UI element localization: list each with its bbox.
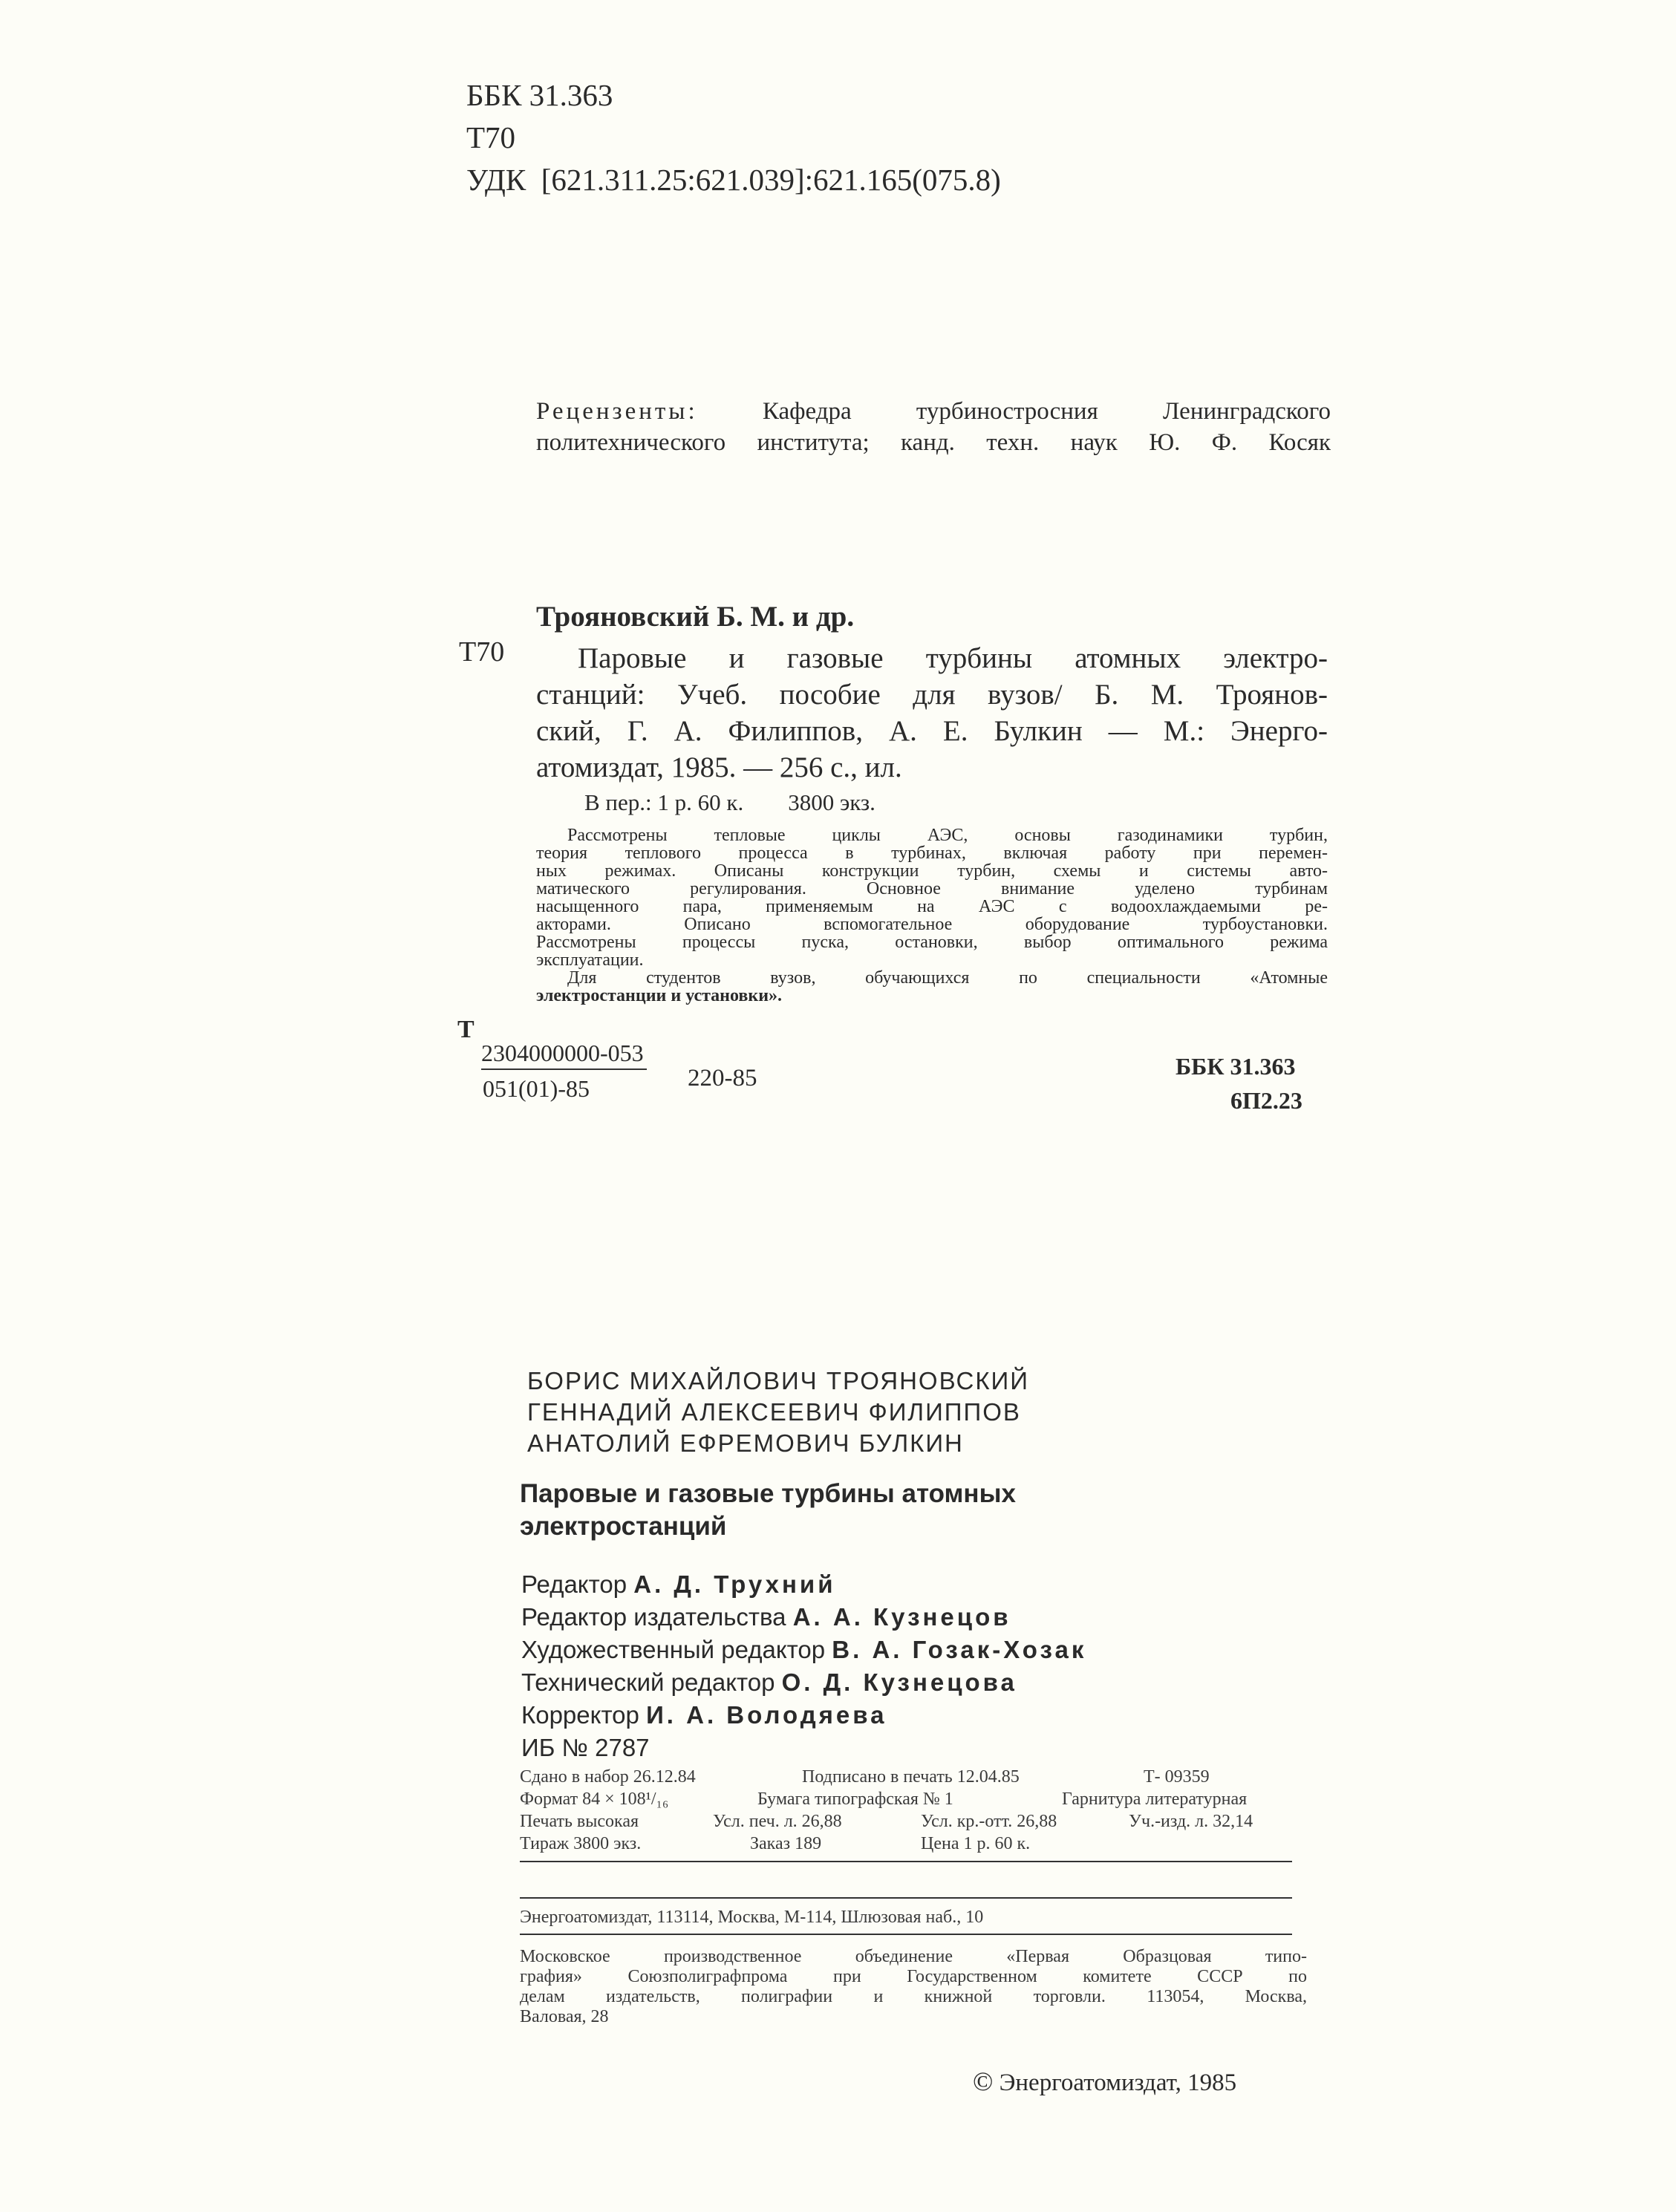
staff-name: И. А. Володяева (646, 1701, 887, 1729)
abstract-line: акторами. Описано вспомогательное оборудование турбоустановки. (536, 915, 1328, 934)
divider (520, 1934, 1292, 1935)
card-description-line: Паровые и газовые турбины атомных электро- (578, 642, 1328, 674)
print-cell: Формат 84 × 108¹/₁₆ (520, 1789, 669, 1809)
staff-name: А. А. Кузнецов (792, 1603, 1011, 1631)
print-cell: Сдано в набор 26.12.84 (520, 1767, 696, 1787)
staff-role: Редактор (521, 1570, 627, 1598)
index-middle: 220-85 (688, 1065, 757, 1092)
divider (520, 1897, 1292, 1899)
author-code: Т70 (466, 120, 516, 154)
print-cell: Уч.-изд. л. 32,14 (1129, 1812, 1253, 1831)
print-cell: Подписано в печать 12.04.85 (802, 1767, 1020, 1787)
copyright (973, 2066, 1236, 2097)
abstract-line: Рассмотрены процессы пуска, остановки, выбор оптимального режима (536, 933, 1328, 952)
author-name: АНАТОЛИЙ ЕФРЕМОВИЧ БУЛКИН (527, 1429, 964, 1457)
abstract-line: ных режимах. Описаны конструкции турбин, схемы и системы авто- (536, 861, 1328, 881)
card-price: В пер.: 1 р. 60 к. (584, 789, 744, 815)
printer-line: графия» Союзполиграфпрома при Государственном комитете СССР по (520, 1967, 1307, 1986)
reviewers-line-1 (536, 396, 1331, 427)
index-bbk: ББК 31.363 (1176, 1053, 1296, 1080)
abstract-line: Рассмотрены тепловые циклы АЭС, основы газодинамики турбин, (567, 826, 1328, 845)
authors-block (527, 1366, 1029, 1459)
print-cell: Бумага типографская № 1 (757, 1789, 953, 1809)
staff-role: Редактор издательства (521, 1603, 786, 1631)
card-copies: 3800 экз. (788, 789, 876, 815)
audience-line-1: Для студентов вузов, обучающихся по специальности «Атомные (567, 968, 1328, 988)
print-cell: Гарнитура литературная (1062, 1789, 1248, 1809)
staff-row (521, 1699, 1086, 1732)
print-cell: Цена 1 р. 60 к. (921, 1834, 1031, 1853)
divider (520, 1861, 1292, 1862)
print-cell: Заказ 189 (750, 1834, 822, 1853)
udk-label: УДК (466, 163, 526, 197)
card-description-line: ский, Г. А. Филиппов, А. Е. Булкин — М.: Энерго- (536, 715, 1328, 747)
udk-line (466, 159, 1001, 201)
printer-info (520, 1947, 1307, 2027)
abstract-line: теория теплового процесса в турбинах, включая работу при перемен- (536, 844, 1328, 863)
print-row (520, 1789, 1314, 1812)
book-title (520, 1478, 1016, 1543)
copyright-text: Энергоатомиздат, 1985 (999, 2069, 1237, 2096)
staff-name: В. А. Гозак-Хозак (832, 1636, 1087, 1663)
index-letter: Т (457, 1016, 475, 1043)
card-description-line: атомиздат, 1985. — 256 с., ил. (536, 751, 902, 783)
printer-line: Валовая, 28 (520, 2007, 609, 2026)
abstract-line: насыщенного пара, применяемым на АЭС с водоохлаждаемыми ре- (536, 897, 1328, 916)
print-cell: Т- 09359 (1144, 1767, 1210, 1787)
ib-number: ИБ № 2787 (521, 1734, 650, 1761)
bbk-code: ББК 31.363 (466, 78, 613, 112)
staff-role: Корректор (521, 1701, 639, 1729)
abstract-line: матического регулирования. Основное внимание уделено турбинам (536, 879, 1328, 898)
staff-role: Технический редактор (521, 1668, 775, 1696)
card-description-line: станций: Учеб. пособие для вузов/ Б. М. Троянов- (536, 679, 1328, 711)
index-numerator: 2304000000-053 (481, 1040, 647, 1070)
index-denominator: 051(01)-85 (483, 1075, 590, 1102)
print-cell: Усл. печ. л. 26,88 (713, 1812, 842, 1831)
abstract-line: эксплуатации. (536, 950, 644, 970)
reviewers-line-1-text: Кафедра турбиностросния Ленинградского (762, 398, 1331, 425)
reviewers-line-2: политехнического института; канд. техн. наук Ю. Ф. Косяк (536, 429, 1331, 456)
print-row (520, 1767, 1314, 1789)
card-price-line (584, 789, 876, 816)
print-row (520, 1834, 1314, 1856)
print-cell: Печать высокая (520, 1812, 639, 1831)
book-title-line: Паровые и газовые турбины атомных (520, 1479, 1016, 1508)
card-description (536, 640, 1328, 786)
staff-name: О. Д. Кузнецова (781, 1668, 1017, 1696)
card-abstract (536, 826, 1328, 1005)
staff-row (521, 1601, 1086, 1634)
reviewers-block (536, 396, 1331, 458)
classification-block (466, 74, 1001, 201)
print-cell: Усл. кр.-отт. 26,88 (921, 1812, 1057, 1831)
print-data (520, 1767, 1314, 1856)
printer-line: делам издательств, полиграфии и книжной торговли. 113054, Москва, (520, 1987, 1307, 2006)
staff-row (521, 1568, 1086, 1601)
card-author: Трояновский Б. М. и др. (536, 601, 855, 633)
reviewers-label: Рецензенты: (536, 398, 698, 425)
card-code: Т70 (459, 636, 505, 668)
staff-name: А. Д. Трухний (633, 1570, 836, 1598)
audience-line-2: электростанции и установки». (536, 986, 783, 1005)
author-name: БОРИС МИХАЙЛОВИЧ ТРОЯНОВСКИЙ (527, 1367, 1029, 1394)
author-name: ГЕННАДИЙ АЛЕКСЕЕВИЧ ФИЛИППОВ (527, 1398, 1021, 1426)
staff-role: Художественный редактор (521, 1636, 826, 1663)
printer-line: Московское производственное объединение «Первая Образцовая типо- (520, 1947, 1307, 1966)
udk-value: [621.311.25:621.039]:621.165(075.8) (541, 163, 1001, 197)
staff-row (521, 1666, 1086, 1699)
print-cell: Тираж 3800 экз. (520, 1834, 642, 1853)
staff-block (521, 1568, 1086, 1764)
staff-row (521, 1634, 1086, 1666)
publisher-address: Энергоатомиздат, 113114, Москва, М-114, Шлюзовая наб., 10 (520, 1908, 984, 1927)
copyright-icon: © (973, 2066, 994, 2096)
book-title-line: электростанций (520, 1512, 727, 1541)
print-row (520, 1812, 1314, 1834)
index-code: 6П2.23 (1230, 1087, 1302, 1114)
